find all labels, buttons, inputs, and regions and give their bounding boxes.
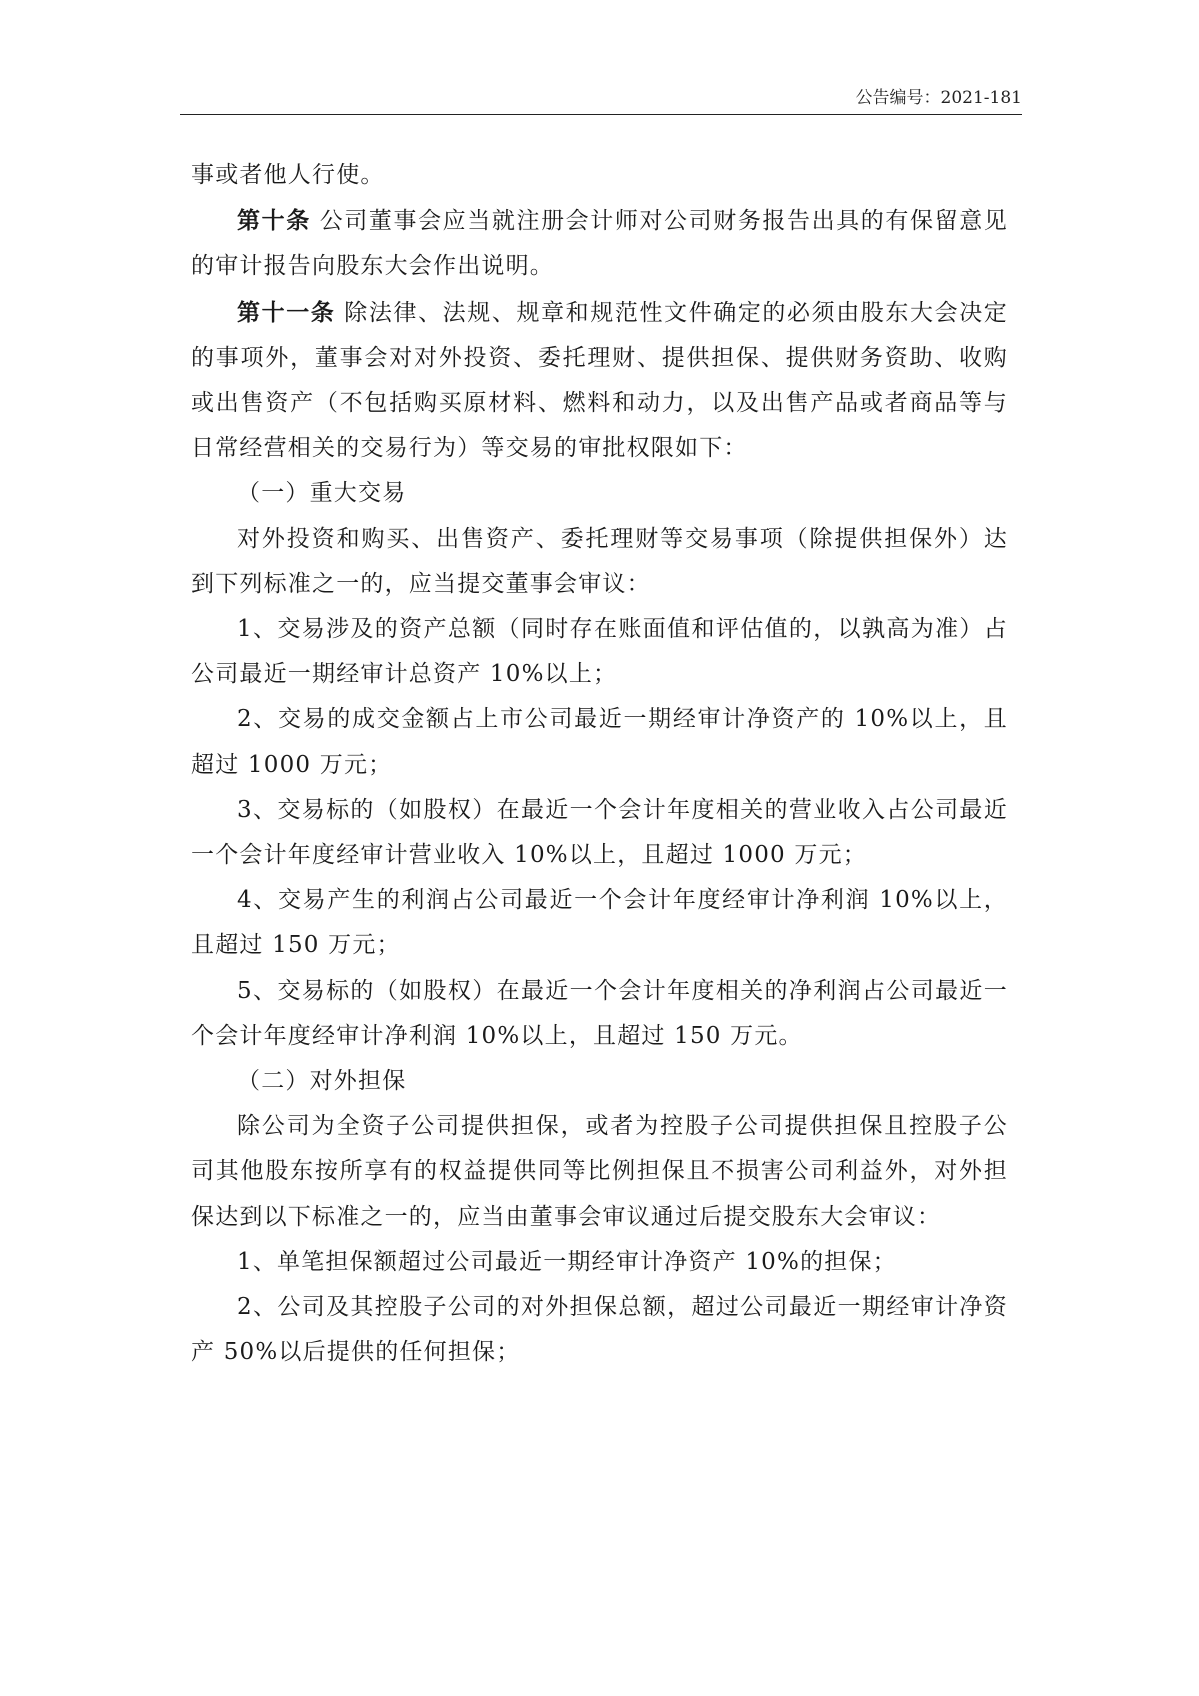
list-item: 2、交易的成交金额占上市公司最近一期经审计净资产的 10%以上，且超过 1000 万元；	[191, 706, 1008, 778]
section-external-guarantee-intro: 除公司为全资子公司提供担保，或者为控股子公司提供担保且控股子公司其他股东按所享有的权益提供同等比例担保且不损害公司利益外，对外担保达到以下标准之一的，应当由董事会审议通过后提交股东大会审议：	[191, 1113, 1008, 1230]
article-11-text: 除法律、法规、规章和规范性文件确定的必须由股东大会决定的事项外，董事会对对外投资、委托理财、提供担保、提供财务资助、收购或出售资产（不包括购买原材料、燃料和动力，以及出售产品或者商品等与日常经营相关的交易行为）等交易的审批权限如下：	[191, 299, 1008, 462]
document-body	[191, 153, 1008, 1375]
list-item: 1、单笔担保额超过公司最近一期经审计净资产 10%的担保；	[237, 1248, 897, 1275]
article-10-text: 公司董事会应当就注册会计师对公司财务报告出具的有保留意见的审计报告向股东大会作出说明。	[191, 208, 1008, 280]
header-divider	[180, 114, 1022, 115]
list-item: 5、交易标的（如股权）在最近一个会计年度相关的净利润占公司最近一个会计年度经审计净利润 10%以上，且超过 150 万元。	[191, 977, 1008, 1049]
list-item: 3、交易标的（如股权）在最近一个会计年度相关的营业收入占公司最近一个会计年度经审计营业收入 10%以上，且超过 1000 万元；	[191, 796, 1008, 869]
section-major-transactions-title: （一）重大交易	[237, 480, 407, 507]
article-11	[191, 290, 1008, 472]
article-11-heading: 第十一条	[237, 298, 336, 326]
list-item: 2、公司及其控股子公司的对外担保总额，超过公司最近一期经审计净资产 50%以后提供的任何担保；	[191, 1294, 1008, 1366]
section-external-guarantee-title: （二）对外担保	[237, 1068, 407, 1095]
paragraph-continuation: 事或者他人行使。	[191, 162, 385, 188]
list-item: 4、交易产生的利润占公司最近一个会计年度经审计净利润 10%以上，且超过 150 万元；	[191, 887, 1008, 959]
article-10-heading: 第十条	[237, 207, 311, 235]
article-10	[191, 198, 1008, 289]
list-item: 1、交易涉及的资产总额（同时存在账面值和评估值的，以孰高为准）占公司最近一期经审计总资产 10%以上；	[191, 616, 1008, 688]
section-major-transactions-intro: 对外投资和购买、出售资产、委托理财等交易事项（除提供担保外）达到下列标准之一的，应当提交董事会审议：	[191, 525, 1008, 597]
notice-number: 公告编号：2021-181	[855, 88, 1022, 108]
